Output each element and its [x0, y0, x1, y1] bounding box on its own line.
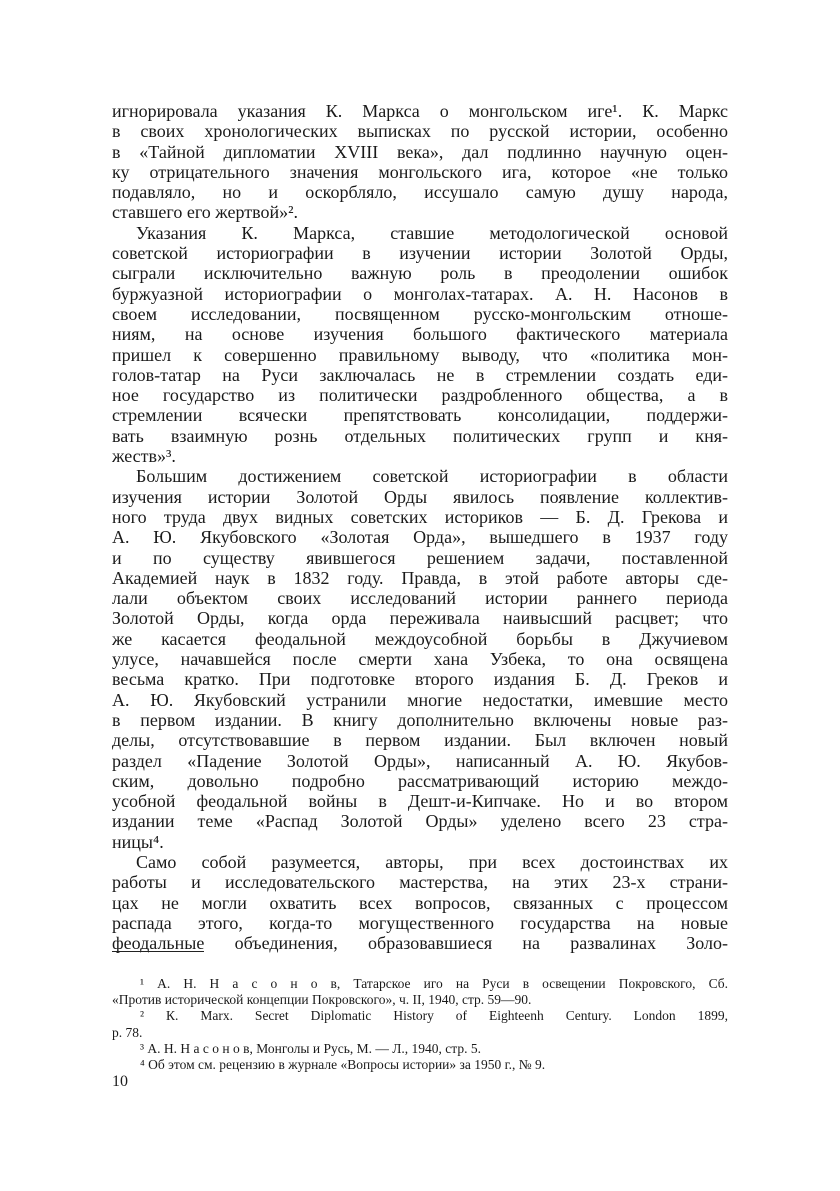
text-line: буржуазной историографии о монголах-татарах. А. Н. Насонов в	[112, 283, 728, 304]
footnotes	[112, 976, 728, 1073]
text-line: Академией наук в 1832 году. Правда, в этой работе авторы сде-	[112, 567, 728, 588]
text-line: Золотой Орды, когда орда переживала наивысший расцвет; что	[112, 608, 728, 629]
text-line: ного труда двух видных советских историков — Б. Д. Грекова и	[112, 506, 728, 527]
text-line: Само собой разумеется, авторы, при всех достоинствах их	[136, 851, 728, 872]
text-line: раздел «Падение Золотой Орды», написанный А. Ю. Якубов-	[112, 750, 728, 771]
text-line: и по существу явившегося решением задачи, поставленной	[112, 547, 728, 568]
text-line: в первом издании. В книгу дополнительно включены новые раз-	[112, 709, 728, 730]
text-line: же касается феодальной междоусобной борьбы в Джучиевом	[112, 628, 728, 649]
text-line: пришел к совершенно правильному выводу, что «политика мон-	[112, 344, 728, 365]
text-line: Большим достижением советской историографии в области	[136, 466, 728, 487]
text-line: стремлении всячески препятствовать консолидации, поддержи-	[112, 405, 728, 426]
text-line: ским, довольно подробно рассматривающий историю междо-	[112, 770, 728, 791]
text-line: усобной феодальной войны в Дешт-и-Кипчаке. Но и во втором	[112, 791, 728, 812]
paragraph	[112, 223, 728, 467]
text-line: сыграли исключительно важную роль в преодолении ошибок	[112, 263, 728, 284]
text-line: А. Ю. Якубовского «Золотая Орда», вышедшего в 1937 году	[112, 527, 728, 548]
text-line: работы и исследовательского мастерства, на этих 23-х страни-	[112, 872, 728, 893]
text-line: в своих хронологических выписках по русской истории, особенно	[112, 121, 728, 142]
text-line: ницы⁴.	[112, 831, 164, 852]
footnote	[112, 1008, 728, 1040]
text-line: игнорировала указания К. Маркса о монгольском иге¹. К. Маркс	[112, 101, 728, 121]
text-line: распада этого, когда-то могущественного государства на новые	[112, 912, 728, 933]
text-line: советской историографии в изучении истории Золотой Орды,	[112, 243, 728, 264]
text-line: Указания К. Маркса, ставшие методологической основой	[136, 222, 728, 243]
text-line: лали объектом своих исследований истории раннего периода	[112, 588, 728, 609]
footnote-separator	[112, 951, 204, 952]
text-line: издании теме «Распад Золотой Орды» уделено всего 23 стра-	[112, 811, 728, 832]
text-line: жеств»³.	[112, 446, 176, 467]
footnote-line: «Против исторической концепции Покровского», ч. II, 1940, стр. 59—90.	[112, 992, 532, 1008]
text-line: весьма кратко. При подготовке второго издания Б. Д. Греков и	[112, 669, 728, 690]
footnote-line: ³ А. Н. Н а с о н о в, Монголы и Русь, М. — Л., 1940, стр. 5.	[140, 1040, 481, 1056]
paragraph	[112, 466, 728, 852]
text-line: А. Ю. Якубовский устранили многие недостатки, имевшие место	[112, 689, 728, 710]
footnote	[112, 976, 728, 1008]
body-text	[112, 101, 728, 953]
footnote	[112, 1057, 728, 1073]
text-line: цах не могли охватить всех вопросов, связанных с процессом	[112, 892, 728, 913]
paragraph	[112, 852, 728, 953]
text-line: феодальные объединения, образовавшиеся на развалинах Золо-	[112, 933, 728, 954]
text-line: своем исследовании, посвященном русско-монгольским отноше-	[112, 303, 728, 324]
page-number: 10	[112, 1073, 128, 1090]
text-line: ное государство из политически раздробленного общества, а в	[112, 385, 728, 406]
text-line: ку отрицательного значения монгольского ига, которое «не только	[112, 161, 728, 182]
text-line: вать взаимную рознь отдельных политических групп и кня-	[112, 425, 728, 446]
footnote-line: ¹ А. Н. Н а с о н о в, Татарское иго на Руси в освещении Покровского, Сб.	[140, 976, 728, 991]
text-line: делы, отсутствовавшие в первом издании. Был включен новый	[112, 730, 728, 751]
text-line: изучения истории Золотой Орды явилось появление коллектив-	[112, 486, 728, 507]
footnote	[112, 1041, 728, 1057]
text-line: голов-татар на Руси заключалась не в стремлении создать еди-	[112, 364, 728, 385]
text-line: улусе, начавшейся после смерти хана Узбека, то она освящена	[112, 649, 728, 670]
footnote-line: ² К. Marx. Secret Diplomatic History of Eighteenh Century. London 1899,	[140, 1008, 728, 1024]
text-line: подавляло, но и оскорбляло, иссушало самую душу народа,	[112, 182, 728, 203]
paragraph	[112, 101, 728, 223]
text-line: в «Тайной дипломатии XVIII века», дал подлинно научную оцен-	[112, 141, 728, 162]
text-line: ниям, на основе изучения большого фактического материала	[112, 324, 728, 345]
text-line: ставшего его жертвой»².	[112, 202, 298, 223]
footnote-line: p. 78.	[112, 1024, 143, 1040]
footnote-line: ⁴ Об этом см. рецензию в журнале «Вопросы истории» за 1950 г., № 9.	[140, 1056, 546, 1072]
